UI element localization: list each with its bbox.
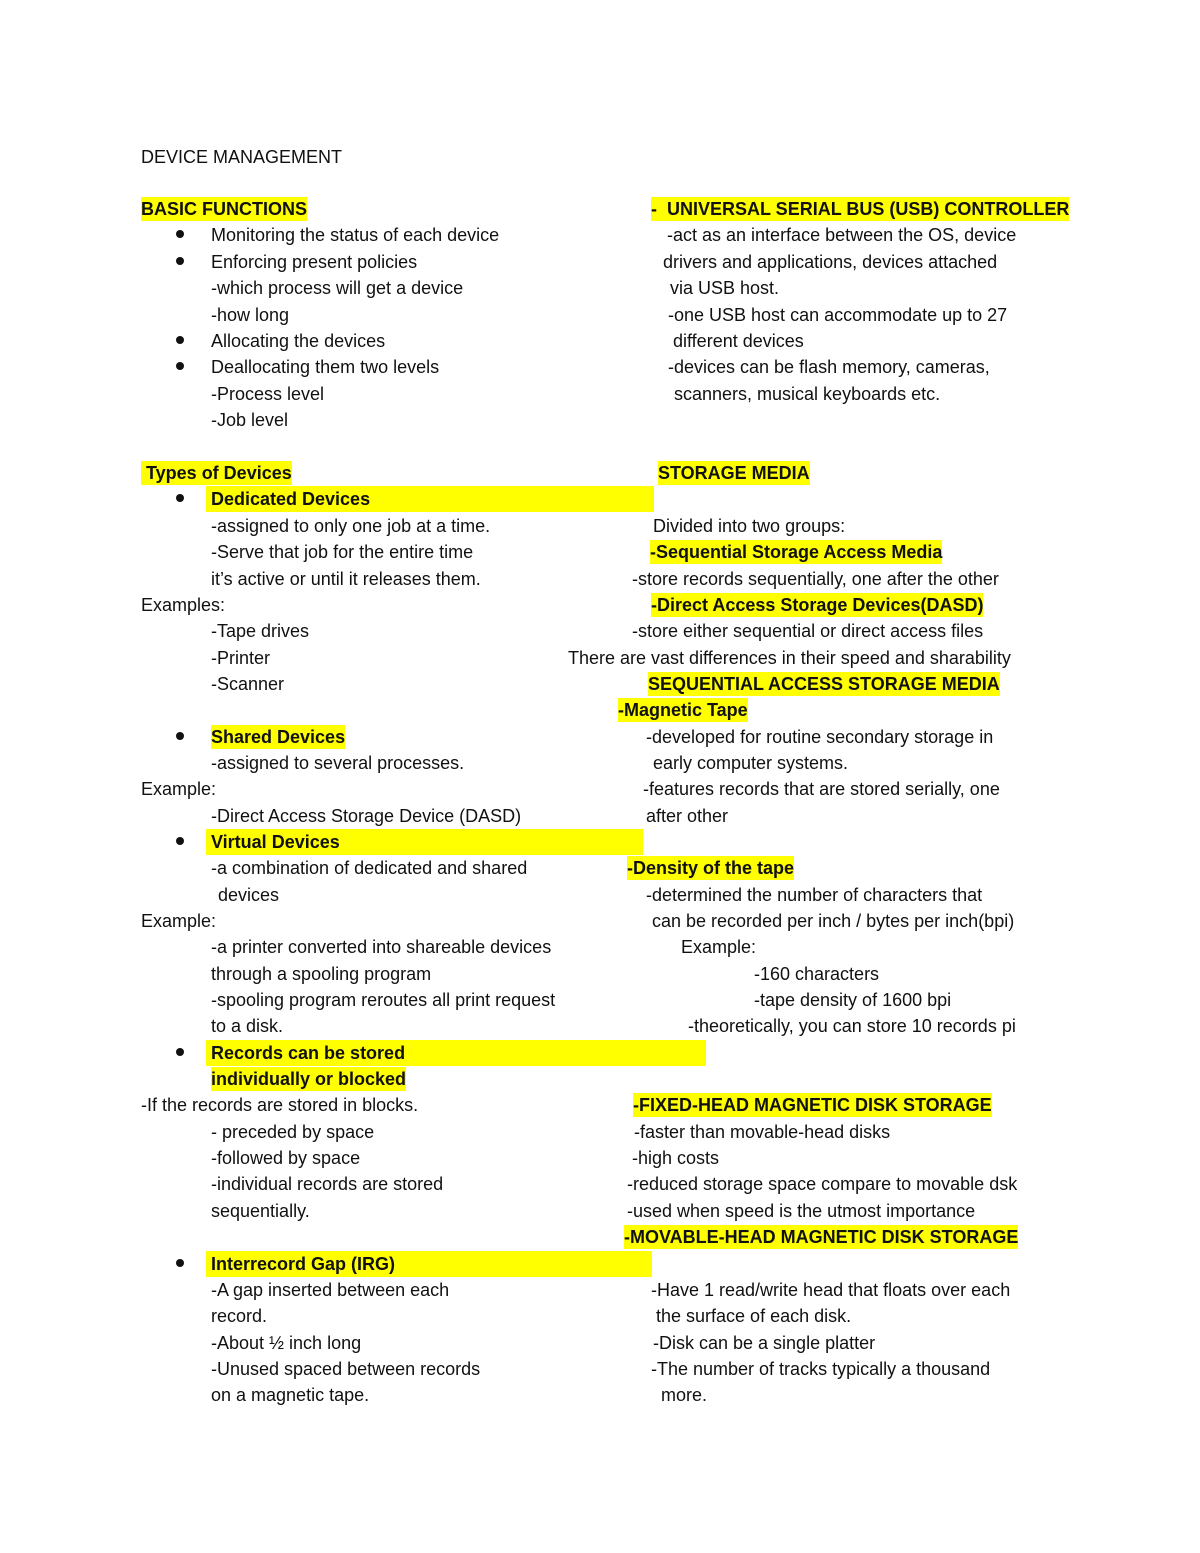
records-line: - preceded by space [211, 1122, 375, 1142]
fixed-head-line: -used when speed is the utmost importance [627, 1201, 976, 1221]
movable-head-line: -Disk can be a single platter [653, 1333, 876, 1353]
usb-line: scanners, musical keyboards etc. [674, 384, 941, 404]
dasd-desc: -store either sequential or direct access files [632, 621, 984, 641]
types-heading: Types of Devices [141, 461, 292, 485]
movable-head-line: -Have 1 read/write head that floats over each [651, 1280, 1011, 1300]
magnetic-tape-line: -developed for routine secondary storage in [646, 727, 994, 747]
dedicated-line: -assigned to only one job at a time. [211, 516, 491, 536]
storage-differences: There are vast differences in their speed and sharability [568, 648, 1011, 668]
fixed-head-line: -faster than movable-head disks [634, 1122, 891, 1142]
magnetic-tape-line: early computer systems. [653, 753, 849, 773]
basic-functions-heading: BASIC FUNCTIONS [141, 199, 307, 219]
bullet-icon [176, 362, 184, 370]
usb-line: -act as an interface between the OS, device [667, 225, 1017, 245]
example-label: Example: [141, 779, 217, 799]
usb-heading: - UNIVERSAL SERIAL BUS (USB) CONTROLLER [651, 199, 1070, 219]
records-line: -individual records are stored [211, 1174, 444, 1194]
records-title-line2: individually or blocked [211, 1069, 407, 1089]
density-example: -theoretically, you can store 10 records pi [688, 1016, 1016, 1036]
bullet-icon [176, 732, 184, 740]
list-item: -which process will get a device [211, 278, 464, 298]
records-line: sequentially. [211, 1201, 310, 1221]
irg-line: on a magnetic tape. [211, 1385, 370, 1405]
virtual-title: Virtual Devices [211, 832, 340, 852]
usb-line: -one USB host can accommodate up to 27 [668, 305, 1008, 325]
storage-intro: Divided into two groups: [653, 516, 846, 536]
dasd-title: -Direct Access Storage Devices(DASD) [651, 595, 984, 615]
usb-line: -devices can be flash memory, cameras, [668, 357, 990, 377]
fixed-head-line: -high costs [632, 1148, 720, 1168]
dedicated-line: -Serve that job for the entire time [211, 542, 474, 562]
density-example-label: Example: [681, 937, 757, 957]
density-example: -tape density of 1600 bpi [754, 990, 952, 1010]
shared-line: -assigned to several processes. [211, 753, 465, 773]
example-item: -Tape drives [211, 621, 310, 641]
fixed-head-heading: -FIXED-HEAD MAGNETIC DISK STORAGE [633, 1095, 992, 1115]
records-intro: -If the records are stored in blocks. [141, 1095, 419, 1115]
dedicated-line: it’s active or until it releases them. [211, 569, 481, 589]
shared-title: Shared Devices [211, 727, 346, 747]
bullet-icon [176, 1259, 184, 1267]
example-item: -Scanner [211, 674, 285, 694]
irg-line: -Unused spaced between records [211, 1359, 481, 1379]
movable-head-line: -The number of tracks typically a thousand [651, 1359, 991, 1379]
virtual-line: devices [218, 885, 280, 905]
bullet-icon [176, 230, 184, 238]
example-item: -Direct Access Storage Device (DASD) [211, 806, 522, 826]
bullet-icon [176, 336, 184, 344]
list-item: Monitoring the status of each device [211, 225, 500, 245]
list-item: Enforcing present policies [211, 252, 418, 272]
list-item: -Job level [211, 410, 289, 430]
examples-label: Examples: [141, 595, 226, 615]
usb-line: different devices [673, 331, 804, 351]
density-line: -determined the number of characters that [646, 885, 983, 905]
dedicated-title: Dedicated Devices [211, 489, 371, 509]
magnetic-tape-line: after other [646, 806, 729, 826]
sequential-storage-title: -Sequential Storage Access Media [650, 542, 943, 562]
storage-media-heading: STORAGE MEDIA [658, 463, 810, 483]
sasm-heading: SEQUENTIAL ACCESS STORAGE MEDIA [648, 674, 1000, 694]
sequential-storage-desc: -store records sequentially, one after the other [632, 569, 999, 589]
irg-title: Interrecord Gap (IRG) [211, 1254, 396, 1274]
example-label: Example: [141, 911, 217, 931]
density-example: -160 characters [754, 964, 880, 984]
list-item: -Process level [211, 384, 325, 404]
bullet-icon [176, 494, 184, 502]
bullet-icon [176, 1048, 184, 1056]
density-title: -Density of the tape [627, 858, 795, 878]
records-title: Records can be stored [211, 1043, 406, 1063]
irg-line: record. [211, 1306, 268, 1326]
list-item: Deallocating them two levels [211, 357, 440, 377]
example-item: to a disk. [211, 1016, 284, 1036]
magnetic-tape-title: -Magnetic Tape [618, 700, 748, 720]
page-title: DEVICE MANAGEMENT [141, 147, 343, 167]
irg-line: -A gap inserted between each [211, 1280, 450, 1300]
list-item: Allocating the devices [211, 331, 386, 351]
bullet-icon [176, 257, 184, 265]
usb-line: drivers and applications, devices attached [663, 252, 998, 272]
example-item: -spooling program reroutes all print request [211, 990, 556, 1010]
records-line: -followed by space [211, 1148, 361, 1168]
example-item: through a spooling program [211, 964, 432, 984]
irg-line: -About ½ inch long [211, 1333, 362, 1353]
virtual-line: -a combination of dedicated and shared [211, 858, 528, 878]
movable-head-line: the surface of each disk. [656, 1306, 852, 1326]
movable-head-line: more. [661, 1385, 708, 1405]
bullet-icon [176, 837, 184, 845]
example-item: -a printer converted into shareable devices [211, 937, 552, 957]
example-item: -Printer [211, 648, 271, 668]
usb-line: via USB host. [670, 278, 780, 298]
magnetic-tape-line: -features records that are stored serially, one [643, 779, 1000, 799]
fixed-head-line: -reduced storage space compare to movable dsk [627, 1174, 1018, 1194]
list-item: -how long [211, 305, 290, 325]
movable-head-heading: -MOVABLE-HEAD MAGNETIC DISK STORAGE [624, 1227, 1019, 1247]
density-line: can be recorded per inch / bytes per inch(bpi) [652, 911, 1015, 931]
